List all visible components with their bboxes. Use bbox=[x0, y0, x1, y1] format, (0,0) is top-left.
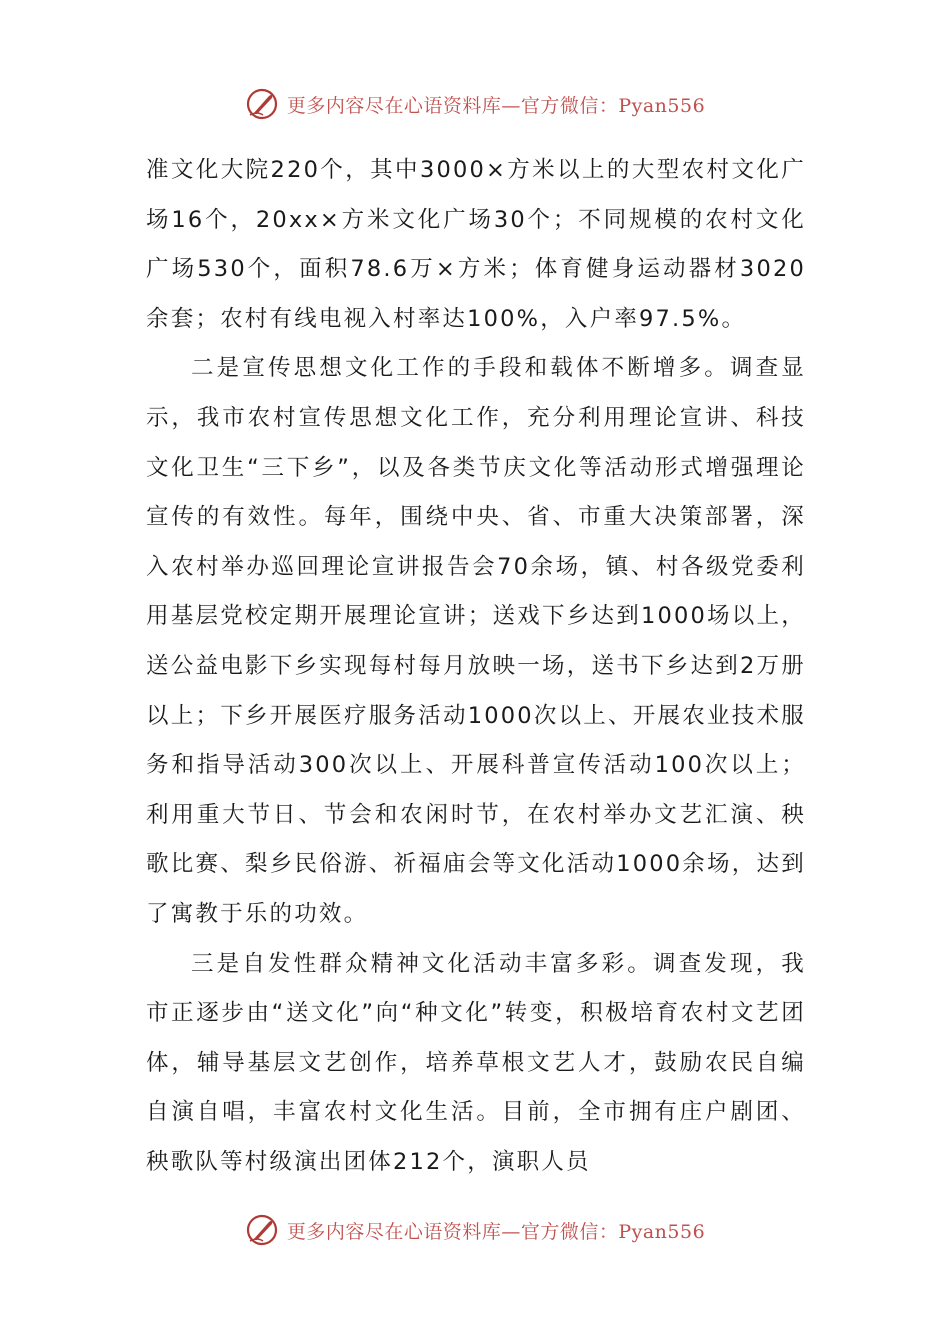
quill-logo-icon bbox=[245, 87, 279, 121]
paragraph-point-three: 三是自发性群众精神文化活动丰富多彩。调查发现，我市正逐步由“送文化”向“种文化”转变，积极培育农村文艺团体，辅导基层文艺创作，培养草根文艺人才，鼓励农民自编自演自唱，丰富农村文化生活。目前，全市拥有庄户剧团、秧歌队等村级演出团体212个，演职人员 bbox=[146, 950, 806, 1175]
footer-banner bbox=[0, 1210, 950, 1250]
paragraph-continued: 准文化大院220个，其中3000×方米以上的大型农村文化广场16个，20xx×方米文化广场30个；不同规模的农村文化广场530个，面积78.6万×方米；体育健身运动器材3020余套；农村有线电视入村率达100%，入户率97.5%。 bbox=[146, 157, 806, 332]
header-banner bbox=[0, 84, 950, 124]
quill-logo-icon bbox=[245, 1213, 279, 1247]
paragraph-point-two: 二是宣传思想文化工作的手段和载体不断增多。调查显示，我市农村宣传思想文化工作，充分利用理论宣讲、科技文化卫生“三下乡”，以及各类节庆文化等活动形式增强理论宣传的有效性。每年，围绕中央、省、市重大决策部署，深入农村举办巡回理论宣讲报告会70余场，镇、村各级党委利用基层党校定期开展理论宣讲；送戏下乡达到1000场以上，送公益电影下乡实现每村每月放映一场，送书下乡达到2万册以上；下乡开展医疗服务活动1000次以上、开展农业技术服务和指导活动300次以上、开展科普宣传活动100次以上；利用重大节日、节会和农闲时节，在农村举办文艺汇演、秧歌比赛、梨乡民俗游、祈福庙会等文化活动1000余场，达到了寓教于乐的功效。 bbox=[146, 355, 806, 927]
document-body bbox=[146, 146, 806, 1187]
footer-banner-text: 更多内容尽在心语资料库—官方微信：Pyan556 bbox=[286, 1220, 706, 1243]
header-banner-text: 更多内容尽在心语资料库—官方微信：Pyan556 bbox=[286, 94, 706, 117]
